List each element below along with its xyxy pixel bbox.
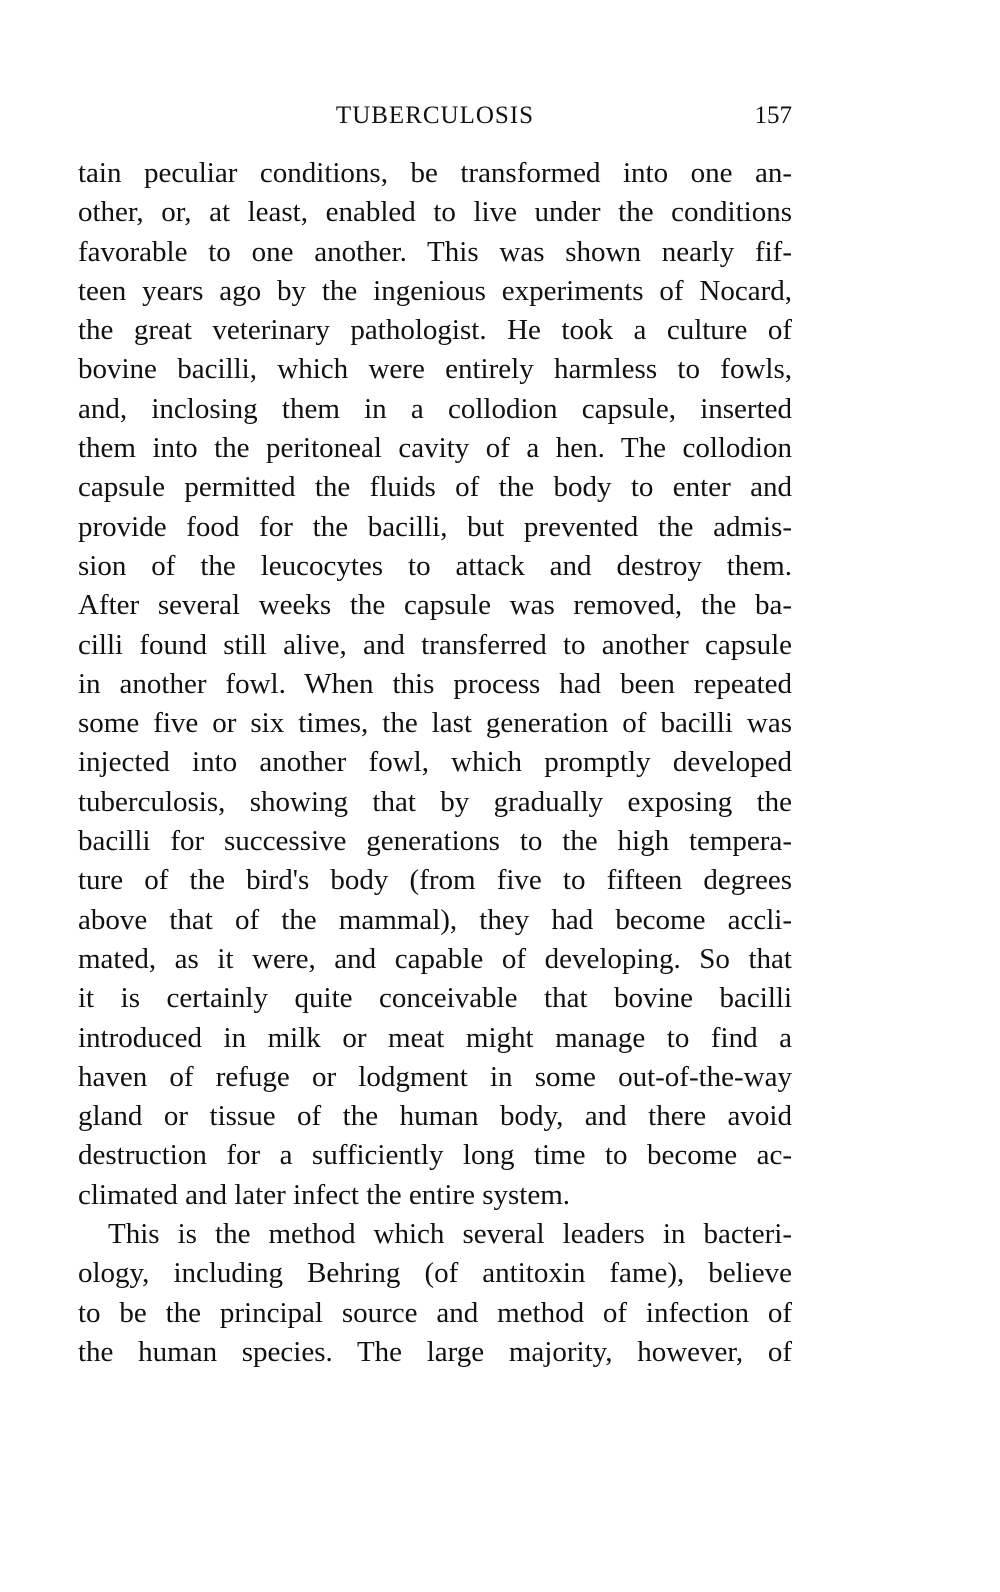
text-line: injected into another fowl, which promptly developed: [78, 746, 792, 779]
text-line: in another fowl. When this process had been repeated: [78, 667, 792, 700]
text-line: gland or tissue of the human body, and there avoid: [78, 1100, 792, 1133]
text-line: favorable to one another. This was shown nearly fif-: [78, 235, 792, 268]
page-number: 157: [754, 102, 792, 129]
text-line: teen years ago by the ingenious experiments of Nocard,: [78, 274, 792, 307]
running-head: [78, 96, 792, 136]
text-line: ology, including Behring (of antitoxin fame), believe: [78, 1257, 792, 1290]
text-line: cilli found still alive, and transferred to another capsule: [78, 628, 792, 661]
text-line: bacilli for successive generations to the high tempera-: [78, 825, 792, 858]
text-line: sion of the leucocytes to attack and destroy them.: [78, 549, 792, 582]
paragraph-2: [78, 1215, 792, 1372]
text-line: bovine bacilli, which were entirely harmless to fowls,: [78, 353, 792, 386]
text-line: This is the method which several leaders in bacteri-: [108, 1218, 792, 1251]
text-line: After several weeks the capsule was removed, the ba-: [78, 589, 792, 622]
text-line: to be the principal source and method of infection of: [78, 1296, 792, 1329]
text-line: capsule permitted the fluids of the body to enter and: [78, 471, 792, 504]
text-line: haven of refuge or lodgment in some out-of-the-way: [78, 1060, 792, 1093]
text-line: them into the peritoneal cavity of a hen. The collodion: [78, 432, 792, 465]
text-line: the human species. The large majority, however, of: [78, 1335, 792, 1368]
text-line: provide food for the bacilli, but prevented the admis-: [78, 510, 792, 543]
body-text: [78, 154, 792, 1372]
text-line: tain peculiar conditions, be transformed into one an-: [78, 157, 792, 189]
text-line: ture of the bird's body (from five to fifteen degrees: [78, 864, 792, 897]
text-line: and, inclosing them in a collodion capsule, inserted: [78, 392, 792, 425]
text-line: above that of the mammal), they had become accli-: [78, 903, 792, 936]
text-line: some five or six times, the last generation of bacilli was: [78, 707, 792, 740]
paragraph-1: [78, 154, 792, 1215]
running-title: TUBERCULOSIS: [335, 102, 535, 129]
text-line: introduced in milk or meat might manage to find a: [78, 1021, 792, 1054]
text-line: destruction for a sufficiently long time to become ac-: [78, 1139, 792, 1172]
text-line: other, or, at least, enabled to live under the conditions: [78, 196, 792, 229]
text-line: the great veterinary pathologist. He took a culture of: [78, 314, 792, 347]
text-line: mated, as it were, and capable of developing. So that: [78, 942, 792, 975]
text-line: climated and later infect the entire system.: [78, 1178, 570, 1211]
text-line: tuberculosis, showing that by gradually exposing the: [78, 785, 792, 818]
text-line: it is certainly quite conceivable that bovine bacilli: [78, 982, 792, 1015]
